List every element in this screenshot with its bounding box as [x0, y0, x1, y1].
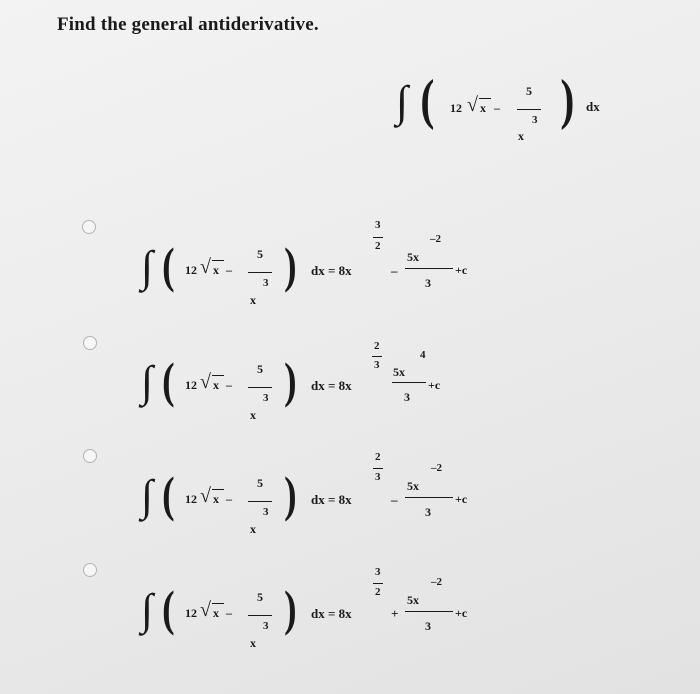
option-frac-exp: –2	[431, 576, 442, 588]
option-const: +c	[455, 606, 468, 620]
question-den-exp: 3	[532, 114, 538, 126]
right-paren: )	[560, 69, 575, 131]
integral-sign: ∫	[396, 77, 409, 126]
option-lhs-den-base: x	[250, 408, 256, 422]
option-frac-num: 5x	[393, 365, 405, 379]
option-equals: dx = 8x	[311, 263, 352, 278]
question-title: Find the general antiderivative.	[57, 14, 319, 35]
option-lhs-den-exp: 3	[263, 620, 269, 632]
option-c-radio[interactable]	[83, 449, 97, 463]
right-paren: )	[284, 237, 297, 293]
sqrt-icon: √	[200, 599, 211, 621]
sqrt-bar	[212, 489, 224, 490]
option-exp-num: 3	[375, 219, 381, 231]
option-exp-den: 3	[375, 471, 381, 483]
sqrt-icon: √	[200, 485, 211, 507]
option-sign: –	[391, 492, 398, 507]
right-paren: )	[284, 352, 297, 408]
question-dx: dx	[586, 99, 600, 114]
option-lhs-minus: –	[226, 606, 232, 620]
option-exp-num: 3	[375, 566, 381, 578]
option-lhs-coef: 12	[185, 263, 197, 277]
exponent-bar	[373, 237, 383, 238]
option-lhs-coef: 12	[185, 606, 197, 620]
sqrt-bar	[479, 98, 491, 99]
integral-sign: ∫	[141, 357, 154, 406]
right-paren: )	[284, 466, 297, 522]
integral-sign: ∫	[141, 471, 154, 520]
question-minus: –	[494, 101, 500, 115]
option-lhs-den-exp: 3	[263, 277, 269, 289]
option-lhs-den-exp: 3	[263, 506, 269, 518]
option-exp-den: 2	[375, 586, 381, 598]
left-paren: (	[162, 466, 175, 522]
option-exp-num: 2	[374, 340, 380, 352]
option-frac-num: 5x	[407, 250, 419, 264]
sqrt-bar	[212, 375, 224, 376]
left-paren: (	[162, 580, 175, 636]
option-lhs-num: 5	[257, 476, 263, 490]
sqrt-icon: √	[200, 371, 211, 393]
exponent-bar	[373, 468, 383, 469]
integral-sign: ∫	[141, 585, 154, 634]
option-lhs-num: 5	[257, 590, 263, 604]
option-frac-den: 3	[425, 505, 431, 519]
option-lhs-radicand: x	[213, 263, 219, 277]
option-const: +c	[455, 492, 468, 506]
option-lhs-minus: –	[226, 263, 232, 277]
exponent-bar	[373, 583, 383, 584]
left-paren: (	[162, 352, 175, 408]
left-paren: (	[162, 237, 175, 293]
option-lhs-den-base: x	[250, 522, 256, 536]
right-paren: )	[284, 580, 297, 636]
left-paren: (	[420, 69, 435, 131]
option-lhs-radicand: x	[213, 606, 219, 620]
option-lhs-radicand: x	[213, 378, 219, 392]
option-frac-exp: –2	[431, 462, 442, 474]
fraction-bar	[405, 497, 453, 498]
option-lhs-radicand: x	[213, 492, 219, 506]
option-equals: dx = 8x	[311, 606, 352, 621]
fraction-bar	[517, 109, 541, 110]
fraction-bar	[405, 611, 453, 612]
option-lhs-den-base: x	[250, 293, 256, 307]
option-lhs-coef: 12	[185, 378, 197, 392]
option-exp-den: 2	[375, 240, 381, 252]
sqrt-bar	[212, 260, 224, 261]
question-num: 5	[526, 84, 532, 98]
option-lhs-num: 5	[257, 362, 263, 376]
option-frac-num: 5x	[407, 593, 419, 607]
option-const: +c	[428, 378, 441, 392]
fraction-bar	[248, 272, 272, 273]
sqrt-icon: √	[200, 256, 211, 278]
sqrt-icon: √	[467, 94, 478, 116]
exponent-bar	[372, 356, 382, 357]
option-lhs-minus: –	[226, 492, 232, 506]
option-b-radio[interactable]	[83, 336, 97, 350]
integral-sign: ∫	[141, 242, 154, 291]
option-frac-den: 3	[425, 276, 431, 290]
option-frac-exp: –2	[430, 233, 441, 245]
fraction-bar	[248, 501, 272, 502]
fraction-bar	[248, 615, 272, 616]
option-lhs-den-base: x	[250, 636, 256, 650]
option-sign: –	[391, 263, 398, 278]
option-const: +c	[455, 263, 468, 277]
option-lhs-coef: 12	[185, 492, 197, 506]
fraction-bar	[392, 382, 426, 383]
fraction-bar	[248, 387, 272, 388]
option-lhs-minus: –	[226, 378, 232, 392]
option-lhs-num: 5	[257, 247, 263, 261]
question-den-base: x	[518, 129, 524, 143]
option-frac-den: 3	[404, 390, 410, 404]
option-equals: dx = 8x	[311, 492, 352, 507]
sqrt-bar	[212, 603, 224, 604]
option-frac-den: 3	[425, 619, 431, 633]
option-d-radio[interactable]	[83, 563, 97, 577]
option-frac-num: 5x	[407, 479, 419, 493]
option-frac-exp: 4	[420, 349, 426, 361]
question-coef: 12	[450, 101, 462, 115]
option-lhs-den-exp: 3	[263, 392, 269, 404]
option-exp-den: 3	[374, 359, 380, 371]
option-sign: +	[391, 606, 399, 621]
fraction-bar	[405, 268, 453, 269]
option-a-radio[interactable]	[82, 220, 96, 234]
question-radicand: x	[480, 101, 486, 115]
option-exp-num: 2	[375, 451, 381, 463]
option-equals: dx = 8x	[311, 378, 352, 393]
